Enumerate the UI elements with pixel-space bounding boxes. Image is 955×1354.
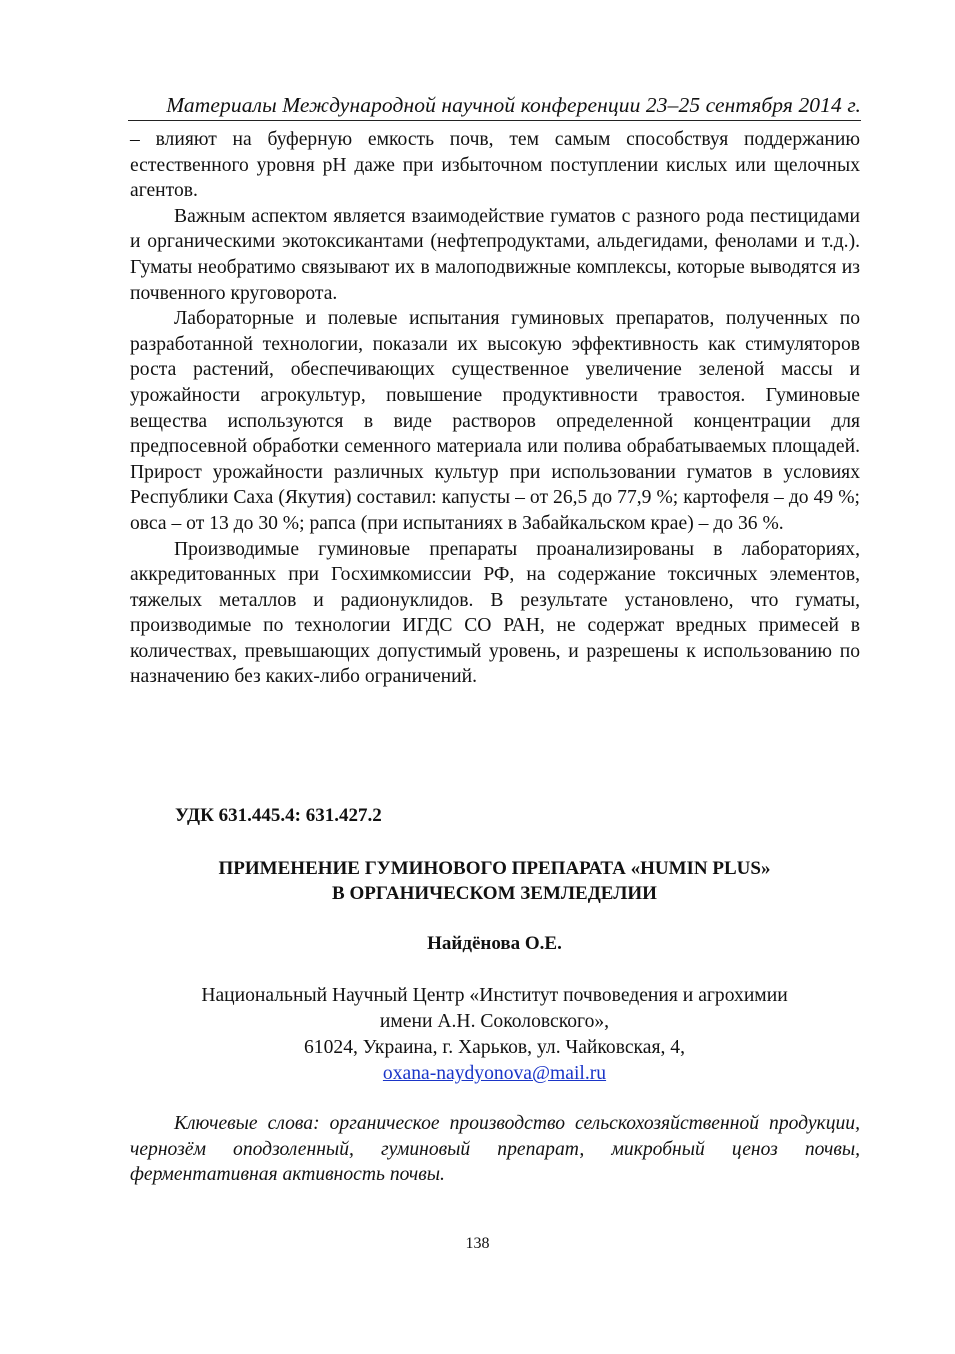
page-number: 138	[465, 1235, 490, 1252]
article-title	[128, 856, 861, 906]
affiliation-line-1: Национальный Научный Центр «Институт почвоведения и агрохимии	[201, 985, 788, 1006]
paragraph-2: Важным аспектом является взаимодействие гуматов с разного рода пестицидами и органическими экотоксикантами (нефтепродуктами, альдегидами, фенолами и т.д.). Гуматы необратимо связывают их в малоподвижные комплексы, которые выводятся из почвенного круговорота.	[130, 205, 860, 304]
affiliation-line-2: имени А.Н. Соколовского»,	[379, 1011, 610, 1032]
body-text	[130, 127, 860, 690]
author-name: Найдёнова О.Е.	[427, 933, 562, 954]
paragraph-1: – влияют на буферную емкость почв, тем самым способствуя поддержанию естественного уровня pH даже при избыточном поступлении кислых или щелочных агентов.	[130, 129, 860, 202]
article-title-line-2: В ОРГАНИЧЕСКОМ ЗЕМЛЕДЕЛИИ	[332, 883, 657, 904]
author-email-link[interactable]: oxana-naydyonova@mail.ru	[382, 1063, 607, 1084]
running-header: Материалы Международной научной конференции 23–25 сентября 2014 г.	[128, 92, 861, 121]
affiliation-address: 61024, Украина, г. Харьков, ул. Чайковская, 4,	[304, 1037, 685, 1058]
keywords: Ключевые слова: органическое производство сельскохозяйственной продукции, чернозём оподзоленный, гуминовый препарат, микробный ценоз почвы, ферментативная активность почвы.	[130, 1113, 860, 1185]
udk-code: УДК 631.445.4: 631.427.2	[175, 805, 382, 826]
affiliation	[128, 983, 861, 1087]
paragraph-4: Производимые гуминовые препараты проанализированы в лабораториях, аккредитованных при Госхимкомиссии РФ, на содержание токсичных элементов, тяжелых металлов и радионуклидов. В результате установлено, что гуматы, производимые по технологии ИГДС СО РАН, не содержат вредных примесей в количествах, превышающих допустимый уровень, и разрешены к использованию по назначению без каких-либо ограничений.	[130, 538, 860, 688]
paragraph-3: Лабораторные и полевые испытания гуминовых препаратов, полученных по разработанной технологии, показали их высокую эффективность как стимуляторов роста растений, обеспечивающих существенное увеличение зеленой массы и урожайности агрокультур, повышение продуктивности травостоя. Гуминовые вещества используются в виде растворов определенной концентрации для предпосевной обработки семенного материала или полива обрабатываемых площадей. Прирост урожайности различных культур при использовании гуматов в условиях Республики Саха (Якутия) составил: капусты – от 26,5 до 77,9 %; картофеля – до 49 %; овса – от 13 до 30 %; рапса (при испытаниях в Забайкальском крае) – до 36 %.	[130, 308, 860, 534]
article-title-line-1: ПРИМЕНЕНИЕ ГУМИНОВОГО ПРЕПАРАТА «HUMIN PLUS»	[218, 858, 771, 879]
